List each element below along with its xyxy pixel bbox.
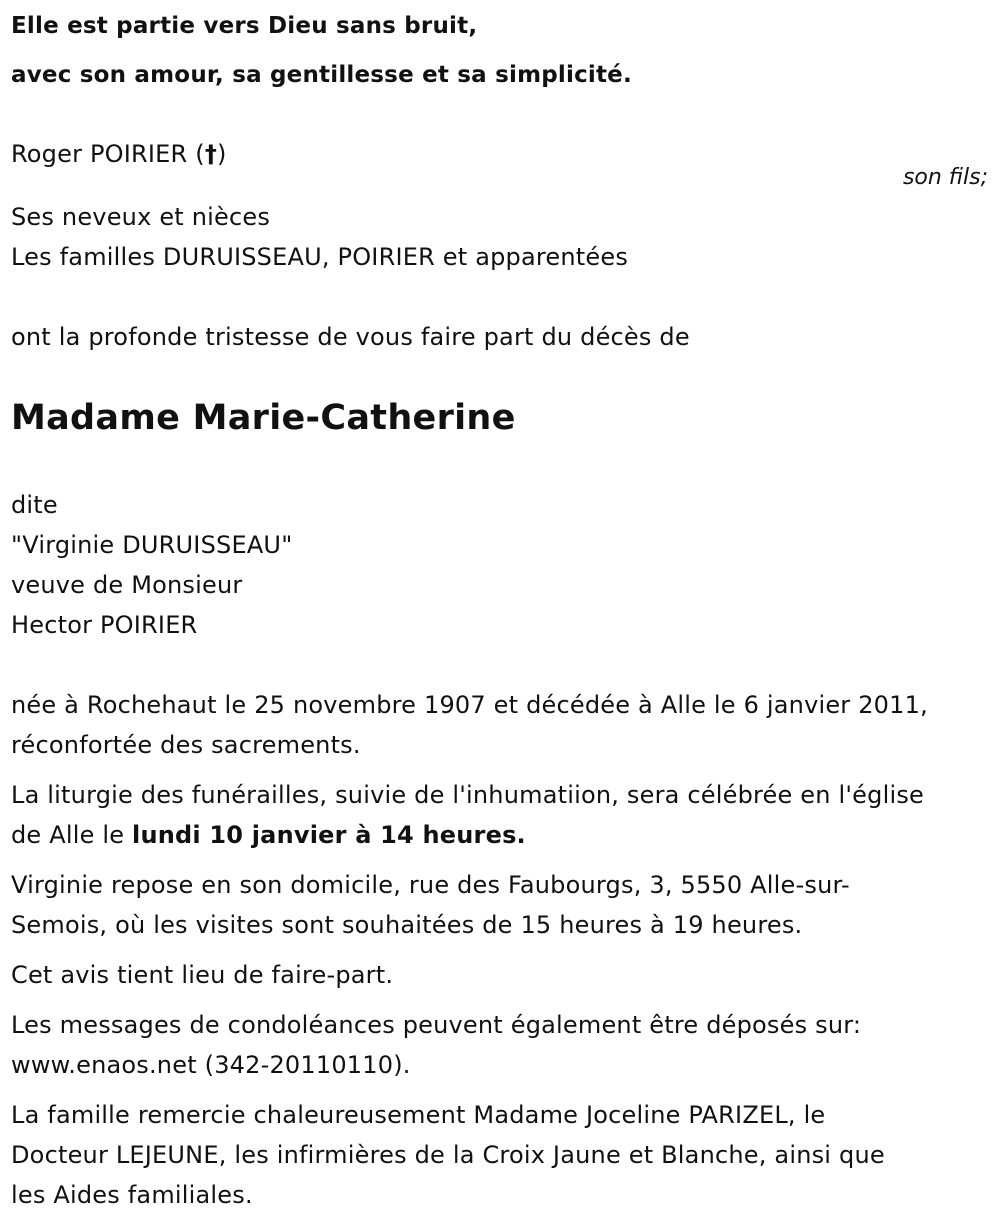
birth-death-line-2: réconfortée des sacrements. [11, 731, 361, 759]
son-relation: son fils; [902, 165, 988, 190]
nephews-line: Ses neveux et nièces [11, 203, 271, 231]
condolences-link[interactable]: www.enaos.net (342-20110110). [11, 1051, 411, 1079]
epigraph-line-2: avec son amour, sa gentillesse et sa simplicité. [11, 62, 632, 88]
liturgy-line-1: La liturgie des funérailles, suivie de l'inhumatiion, sera célébrée en l'église [11, 781, 924, 809]
epigraph-line-1: Elle est partie vers Dieu sans bruit, [11, 13, 478, 39]
families-line: Les familles DURUISSEAU, POIRIER et apparentées [11, 243, 629, 271]
liturgy-prefix: de Alle le [11, 821, 133, 849]
thanks-line-3: les Aides familiales. [11, 1181, 253, 1209]
notice-line: Cet avis tient lieu de faire-part. [11, 961, 394, 989]
funeral-datetime: lundi 10 janvier à 14 heures. [132, 821, 526, 849]
thanks-line-2: Docteur LEJEUNE, les infirmières de la Croix Jaune et Blanche, ainsi que [11, 1141, 885, 1169]
thanks-line-1: La famille remercie chaleureusement Madame Joceline PARIZEL, le [11, 1101, 826, 1129]
widow-line: veuve de Monsieur [11, 571, 243, 599]
deceased-name: Madame Marie-Catherine [11, 398, 516, 438]
son-line [11, 134, 227, 174]
rest-line-1: Virginie repose en son domicile, rue des Faubourgs, 3, 5550 Alle-sur- [11, 871, 850, 899]
dite-line: dite [11, 491, 58, 519]
birth-death-line-1: née à Rochehaut le 25 novembre 1907 et décédée à Alle le 6 janvier 2011, [11, 691, 928, 719]
son-name: Roger POIRIER ( [11, 140, 205, 168]
nickname-line: "Virginie DURUISSEAU" [11, 531, 293, 559]
liturgy-line-2 [11, 815, 526, 855]
son-name-close: ) [217, 140, 227, 168]
announcement-line: ont la profonde tristesse de vous faire part du décès de [11, 323, 690, 351]
husband-line: Hector POIRIER [11, 611, 198, 639]
cross-icon: † [204, 140, 218, 168]
condolences-line-1: Les messages de condoléances peuvent également être déposés sur: [11, 1011, 862, 1039]
rest-line-2: Semois, où les visites sont souhaitées de 15 heures à 19 heures. [11, 911, 803, 939]
